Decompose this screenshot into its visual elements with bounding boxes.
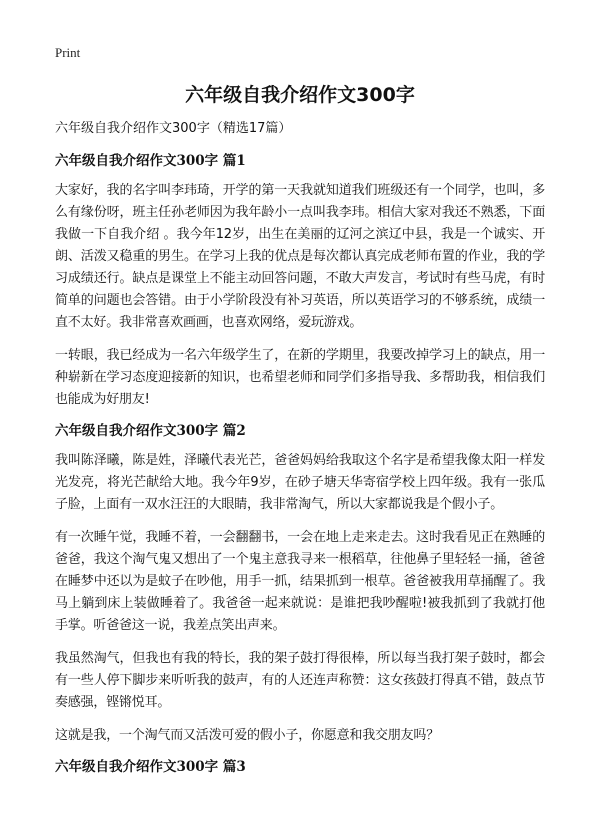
section-3 — [55, 758, 545, 776]
section-heading: 六年级自我介绍作文300字 篇3 — [55, 759, 246, 775]
document-body — [55, 120, 545, 786]
print-label: Print — [55, 45, 81, 60]
paragraph: 我叫陈泽曦，陈是姓，泽曦代表光芒，爸爸妈妈给我取这个名字是希望我像太阳一样发光发亮，将光芒献给大地。我今年9岁，在砂子塘天华寄宿学校上四年级。我有一张瓜子脸，上面有一双水汪汪的大眼睛，我非常淘气，所以大家都说我是个假小子。 — [55, 453, 545, 512]
paragraph: 大家好，我的名字叫李玮琦，开学的第一天我就知道我们班级还有一个同学，也叫，多么有缘份呀，班主任孙老师因为我年龄小一点叫我李玮。相信大家对我还不熟悉，下面我做一下自我介绍 。我今年12岁，出生在美丽的辽河之滨辽中县，我是一个诚实、开朗、活泼又稳重的男生。在学习上我的优点是每次都认真完成老师布置的作业，我的学习成绩还行。缺点是课堂上不能主动回答问题，不敢大声发言，考试时有些马虎，有时简单的问题也会答错。由于小学阶段没有补习英语，所以英语学习的不够系统，成绩一直不太好。我非常喜欢画画，也喜欢网络，爱玩游戏。 — [55, 183, 545, 330]
paragraph: 我虽然淘气，但我也有我的特长，我的架子鼓打得很棒，所以每当我打架子鼓时，都会有一些人停下脚步来听听我的鼓声，有的人还连声称赞：这女孩鼓打得真不错，鼓点节奏感强，铿锵悦耳。 — [55, 651, 545, 710]
section-1 — [55, 152, 545, 411]
section-2 — [55, 422, 545, 747]
document-subtitle: 六年级自我介绍作文300字（精选17篇） — [55, 121, 292, 136]
paragraph: 这就是我，一个淘气而又活泼可爱的假小子，你愿意和我交朋友吗？ — [55, 728, 440, 743]
paragraph: 一转眼，我已经成为一名六年级学生了，在新的学期里，我要改掉学习上的缺点，用一种崭新在学习态度迎接新的知识，也希望老师和同学们多指导我、多帮助我，相信我们也能成为好朋友! — [55, 348, 545, 407]
document-title: 六年级自我介绍作文300字 — [185, 84, 415, 106]
section-heading: 六年级自我介绍作文300字 篇2 — [55, 423, 246, 439]
section-heading: 六年级自我介绍作文300字 篇1 — [55, 153, 246, 169]
paragraph: 有一次睡午觉，我睡不着，一会翻翻书，一会在地上走来走去。这时我看见正在熟睡的爸爸，我这个淘气鬼又想出了一个鬼主意我寻来一根稻草，往他鼻子里轻轻一捅，爸爸在睡梦中还以为是蚊子在吵他，用手一抓，结果抓到一根草。爸爸被我用草捅醒了。我马上躺到床上装做睡着了。我爸爸一起来就说：是谁把我吵醒啦!被我抓到了我就打他手掌。听爸爸这一说，我差点笑出声来。 — [55, 530, 545, 633]
